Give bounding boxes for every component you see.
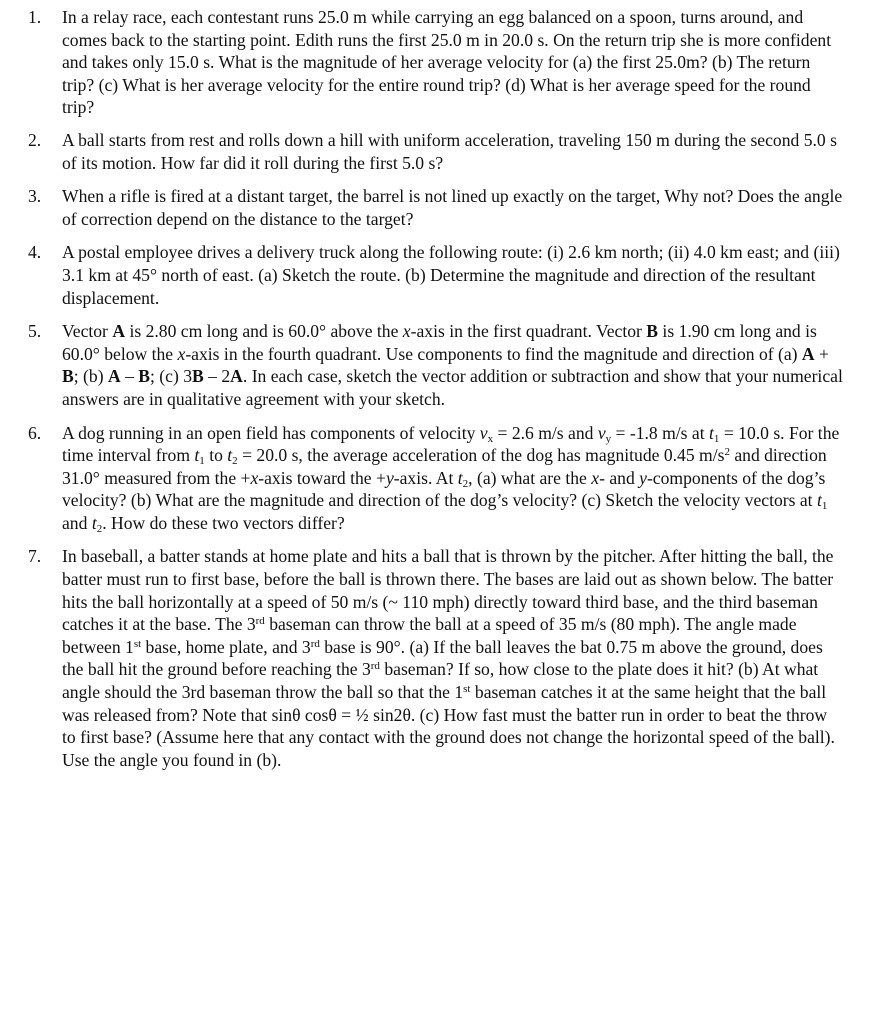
problem-number: 1. bbox=[28, 7, 42, 27]
problem-number: 3. bbox=[28, 186, 42, 207]
problem-text: A postal employee drives a delivery truck along the following route: (i) 2.6 km north; (ii) 4.0 km east; and (iii) 3.1 km at 45° north of east. (a) Sketch the route. (b) Determine the magnitude and direction of the resultant displacement. bbox=[62, 242, 840, 308]
problem-number: 6. bbox=[28, 422, 42, 443]
problem-text: A ball starts from rest and rolls down a hill with uniform acceleration, traveling 150 m during the second 5.0 s of its motion. How far did it roll during the first 5.0 s? bbox=[62, 129, 837, 173]
problem-5 bbox=[28, 320, 843, 410]
problem-6 bbox=[28, 422, 843, 535]
problem-text: In baseball, a batter stands at home plate and hits a ball that is thrown by the pitcher. After hitting the ball, the batter must run to first base, before the ball is thrown there. The bases are laid out as shown below. The batter hits the ball horizontally at a speed of 50 m/s (~ 110 mph) directly toward third base, and the third baseman catches it at the base. The 3rd baseman can throw the ball at a speed of 35 m/s (80 mph). The angle made between 1st base, home plate, and 3rd base is 90°. (a) If the ball leaves the bat 0.75 m above the ground, does the ball hit the ground before reaching the 3rd baseman? If so, how close to the plate does it hit? (b) At what angle should the 3rd baseman throw the ball so that the 1st baseman catches it at the same height that the ball was released from? Note that sinθ cosθ = ½ sin2θ. (c) How fast must the batter run in order to beat the throw to first base? (Assume here that any contact with the ground does not change the horizontal speed of the ball). Use the angle you found in (b). bbox=[62, 546, 835, 770]
problem-1 bbox=[28, 6, 843, 119]
problem-3 bbox=[28, 185, 843, 230]
problem-number: 5. bbox=[28, 321, 42, 342]
problem-text: In a relay race, each contestant runs 25.0 m while carrying an egg balanced on a spoon, turns around, and comes back to the starting point. Edith runs the first 25.0 m in 20.0 s. On the return trip she is more confident and takes only 15.0 s. What is the magnitude of her average velocity for (a) the first 25.0m? (b) The return trip? (c) What is her average velocity for the entire round trip? (d) What is her average speed for the round trip? bbox=[62, 7, 832, 118]
problem-number: 7. bbox=[28, 546, 42, 567]
problem-number: 4. bbox=[28, 242, 42, 263]
problem-text: When a rifle is fired at a distant target, the barrel is not lined up exactly on the target, Why not? Does the angle of correction depend on the distance to the target? bbox=[62, 186, 843, 229]
problem-2 bbox=[28, 129, 843, 174]
problem-list bbox=[28, 6, 843, 771]
problem-number: 2. bbox=[28, 129, 42, 150]
problem-7 bbox=[28, 545, 843, 771]
problem-4 bbox=[28, 241, 843, 309]
problem-text: A dog running in an open field has components of velocity $v_x = 2.6$ m/s and $v_y = -1.8$ m/s at $t_1 = 10.0$ s. For the time interval from $t_1$ to $t_2 = 20.0$ s, the average acceleration of the dog has magnitude 0.45 $m/s^2$ and direction 31.0° measured from the +x-axis toward the +y-axis. At $t_2$, (a) what are the x- and y-components of the dog’s velocity? (b) What are the magnitude and direction of the dog’s velocity? (c) Sketch the velocity vectors at $t_1$ and $t_2$. How do these two vectors differ? bbox=[62, 422, 840, 535]
problem-text: Vector A is 2.80 cm long and is 60.0° above the x-axis in the first quadrant. Vector B is 1.90 cm long and is 60.0° below the x-axis in the fourth quadrant. Use components to find the magnitude and direction of (a) A + B; (b) A – B; (c) 3B – 2A. In each case, sketch the vector addition or subtraction and show that your numerical answers are in qualitative agreement with your sketch. bbox=[62, 321, 843, 409]
